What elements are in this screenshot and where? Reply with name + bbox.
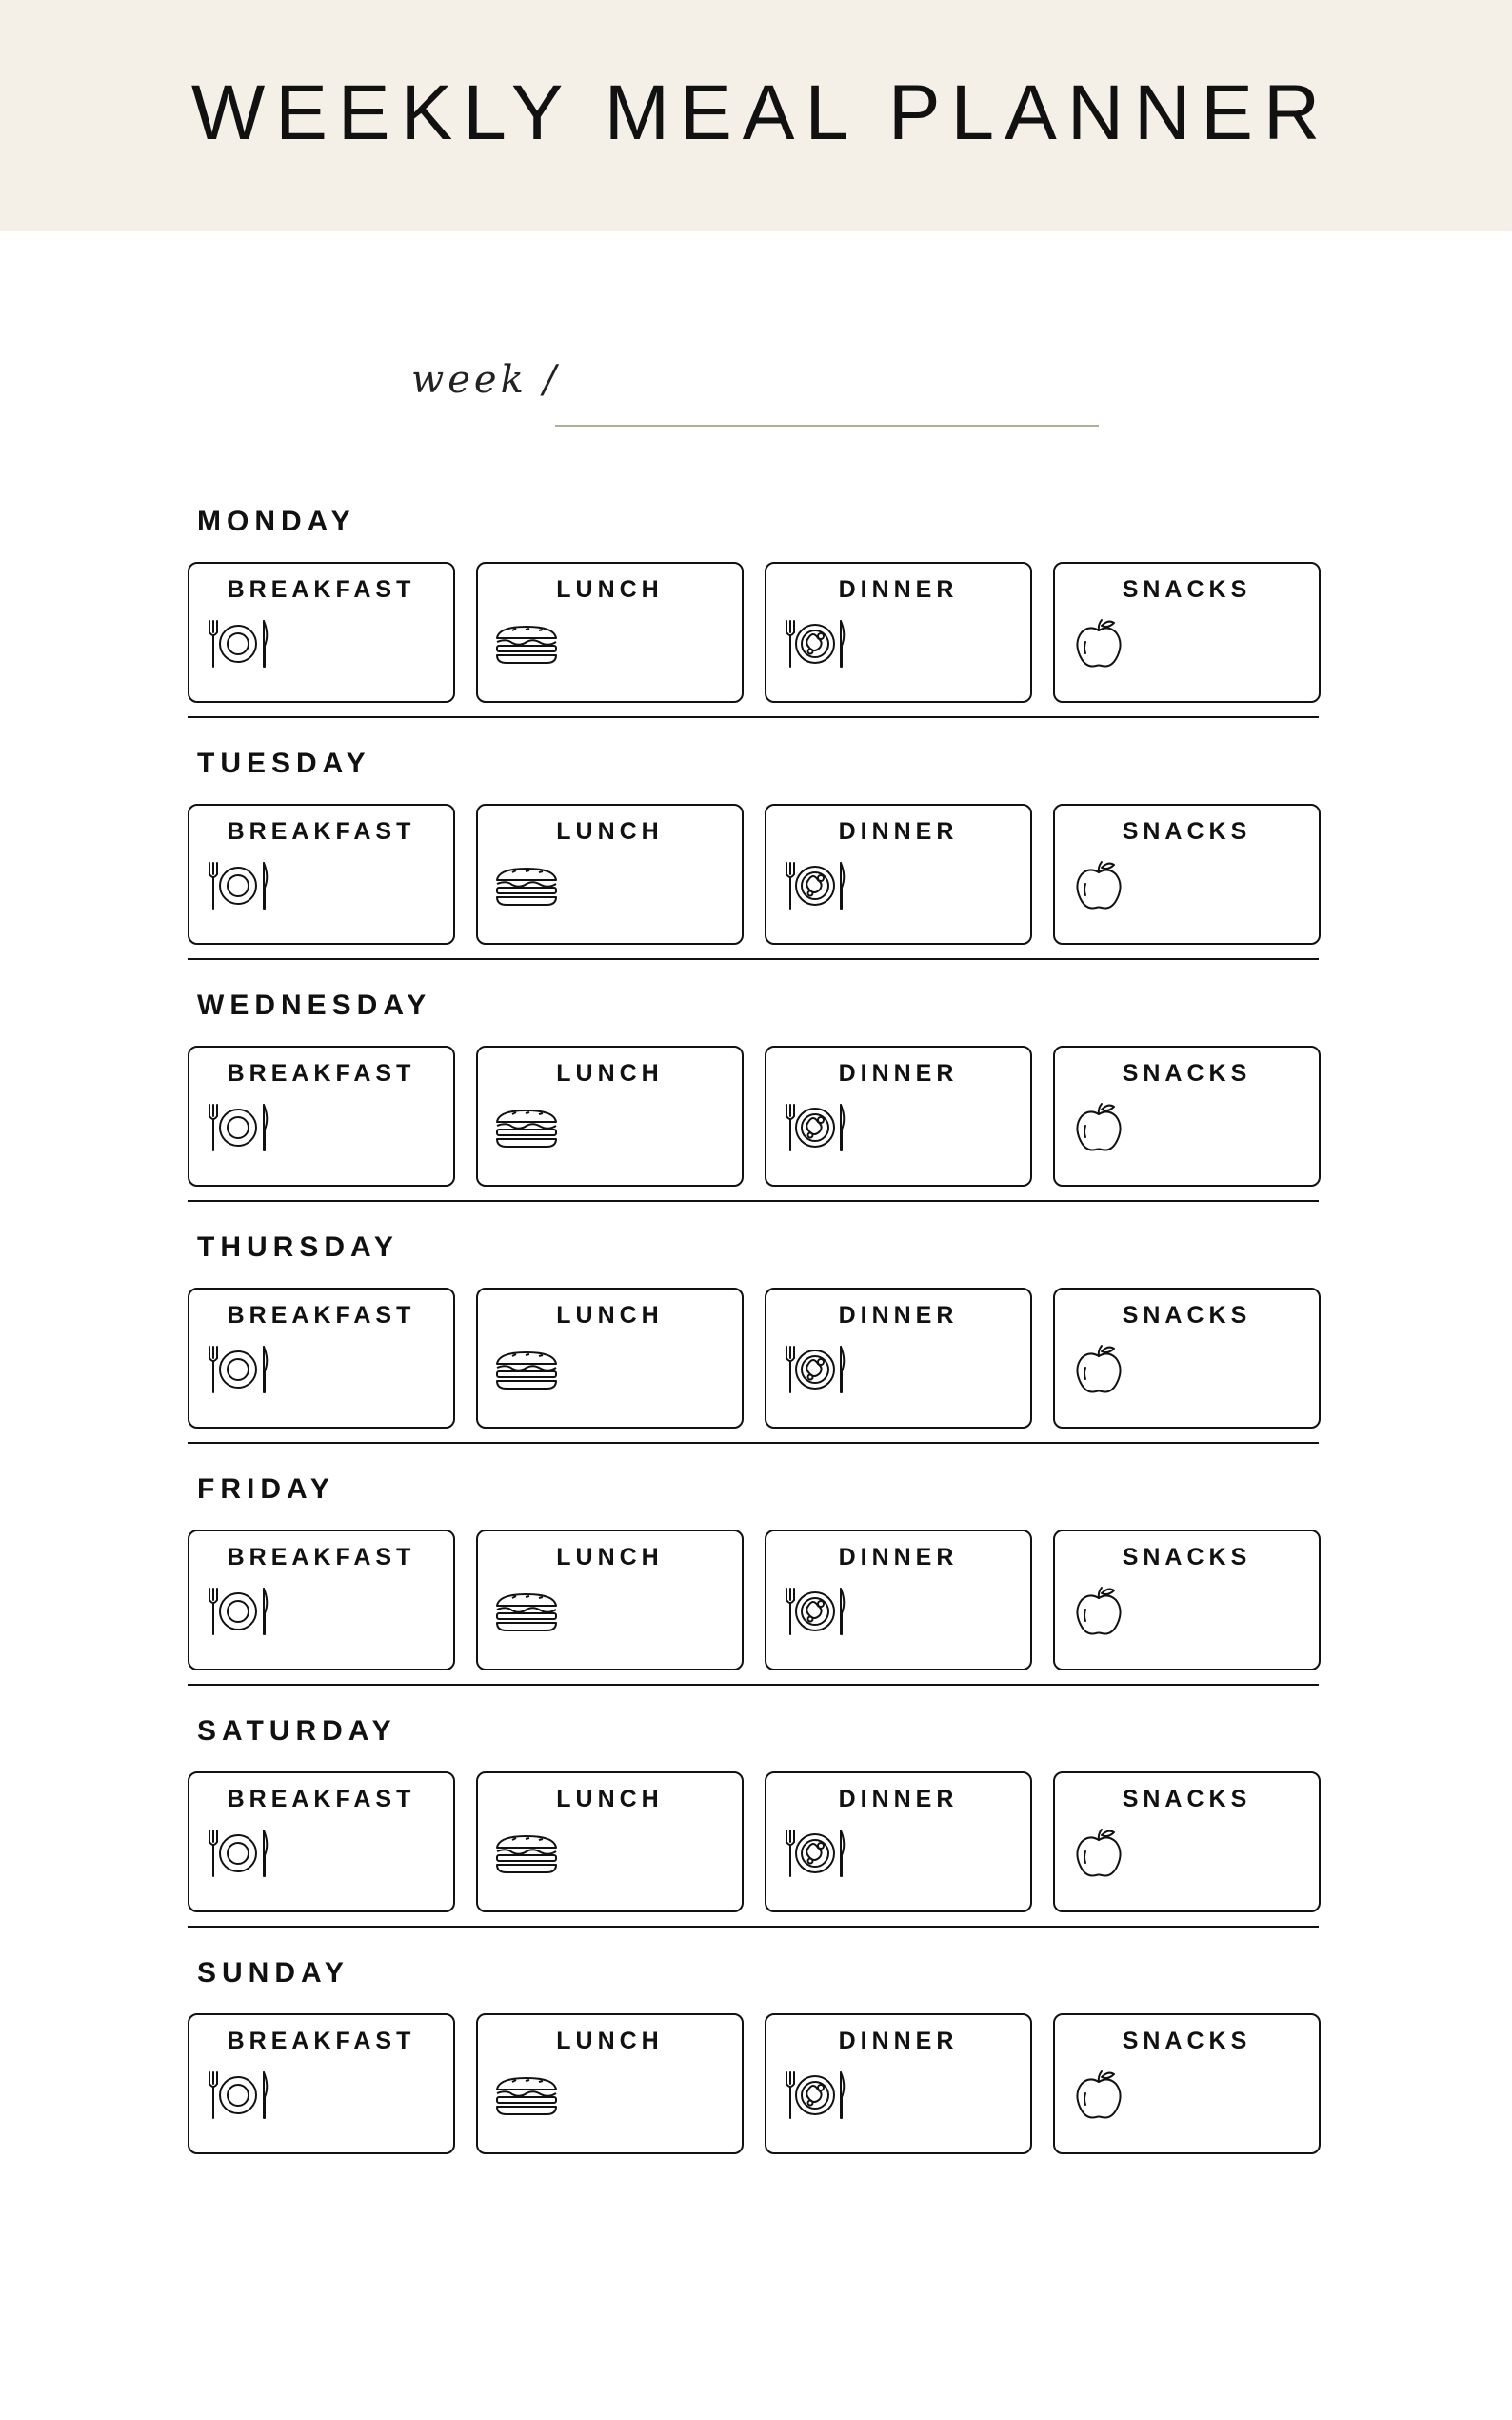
breakfast-box[interactable]: [188, 1530, 455, 1670]
dinner-plate-icon: [782, 617, 848, 670]
snacks-box[interactable]: [1053, 1046, 1321, 1187]
apple-icon: [1070, 1343, 1137, 1396]
sandwich-icon: [493, 1101, 560, 1154]
snacks-label: SNACKS: [1122, 1060, 1252, 1087]
breakfast-box[interactable]: [188, 1771, 455, 1912]
day-name: MONDAY: [197, 506, 356, 537]
day-name: WEDNESDAY: [197, 990, 432, 1021]
dinner-label: DINNER: [838, 2028, 959, 2054]
sandwich-icon: [493, 617, 560, 670]
snacks-label: SNACKS: [1122, 1786, 1252, 1812]
day-name: TUESDAY: [197, 748, 371, 779]
snacks-box[interactable]: [1053, 562, 1321, 703]
plate-fork-knife-icon: [205, 1827, 271, 1880]
snacks-box[interactable]: [1053, 1530, 1321, 1670]
dinner-plate-icon: [782, 2069, 848, 2122]
dinner-box[interactable]: [765, 562, 1032, 703]
page-title: WEEKLY MEAL PLANNER: [190, 70, 1331, 156]
plate-fork-knife-icon: [205, 1101, 271, 1154]
day-divider: [188, 1926, 1319, 1928]
day-section-tuesday: [188, 747, 1322, 989]
sandwich-icon: [493, 2069, 560, 2122]
snacks-label: SNACKS: [1122, 2028, 1252, 2054]
breakfast-label: BREAKFAST: [227, 576, 416, 603]
breakfast-box[interactable]: [188, 562, 455, 703]
dinner-label: DINNER: [838, 1544, 959, 1570]
lunch-box[interactable]: [476, 1771, 744, 1912]
plate-fork-knife-icon: [205, 1343, 271, 1396]
dinner-label: DINNER: [838, 1302, 959, 1329]
lunch-box[interactable]: [476, 804, 744, 945]
dinner-plate-icon: [782, 1827, 848, 1880]
day-section-monday: [188, 505, 1322, 747]
dinner-box[interactable]: [765, 1288, 1032, 1429]
day-name: SATURDAY: [197, 1715, 397, 1747]
lunch-label: LUNCH: [556, 576, 664, 603]
lunch-label: LUNCH: [556, 1544, 664, 1570]
day-name: SUNDAY: [197, 1957, 349, 1989]
lunch-label: LUNCH: [556, 1302, 664, 1329]
apple-icon: [1070, 617, 1137, 670]
day-section-sunday: [188, 1956, 1322, 2198]
lunch-label: LUNCH: [556, 1786, 664, 1812]
apple-icon: [1070, 859, 1137, 912]
dinner-box[interactable]: [765, 2013, 1032, 2154]
day-divider: [188, 958, 1319, 960]
breakfast-box[interactable]: [188, 1046, 455, 1187]
snacks-box[interactable]: [1053, 1288, 1321, 1429]
breakfast-label: BREAKFAST: [227, 1544, 416, 1570]
breakfast-label: BREAKFAST: [227, 1786, 416, 1812]
dinner-box[interactable]: [765, 1530, 1032, 1670]
day-divider: [188, 1442, 1319, 1444]
day-divider: [188, 1684, 1319, 1686]
dinner-plate-icon: [782, 1101, 848, 1154]
lunch-box[interactable]: [476, 1046, 744, 1187]
breakfast-label: BREAKFAST: [227, 2028, 416, 2054]
breakfast-box[interactable]: [188, 804, 455, 945]
day-section-wednesday: [188, 989, 1322, 1230]
apple-icon: [1070, 1101, 1137, 1154]
header-banner: [0, 0, 1512, 231]
sandwich-icon: [493, 1343, 560, 1396]
day-divider: [188, 1200, 1319, 1202]
sandwich-icon: [493, 1827, 560, 1880]
breakfast-box[interactable]: [188, 2013, 455, 2154]
lunch-box[interactable]: [476, 1530, 744, 1670]
sandwich-icon: [493, 859, 560, 912]
day-name: THURSDAY: [197, 1231, 399, 1263]
breakfast-label: BREAKFAST: [227, 1302, 416, 1329]
sandwich-icon: [493, 1585, 560, 1638]
breakfast-box[interactable]: [188, 1288, 455, 1429]
apple-icon: [1070, 2069, 1137, 2122]
snacks-box[interactable]: [1053, 1771, 1321, 1912]
dinner-label: DINNER: [838, 1786, 959, 1812]
dinner-box[interactable]: [765, 804, 1032, 945]
dinner-plate-icon: [782, 859, 848, 912]
lunch-label: LUNCH: [556, 818, 664, 845]
snacks-label: SNACKS: [1122, 1302, 1252, 1329]
dinner-label: DINNER: [838, 1060, 959, 1087]
dinner-plate-icon: [782, 1343, 848, 1396]
snacks-box[interactable]: [1053, 804, 1321, 945]
breakfast-label: BREAKFAST: [227, 1060, 416, 1087]
lunch-label: LUNCH: [556, 1060, 664, 1087]
day-name: FRIDAY: [197, 1473, 335, 1505]
dinner-label: DINNER: [838, 576, 959, 603]
plate-fork-knife-icon: [205, 859, 271, 912]
lunch-box[interactable]: [476, 1288, 744, 1429]
lunch-label: LUNCH: [556, 2028, 664, 2054]
apple-icon: [1070, 1827, 1137, 1880]
dinner-box[interactable]: [765, 1046, 1032, 1187]
snacks-label: SNACKS: [1122, 576, 1252, 603]
lunch-box[interactable]: [476, 562, 744, 703]
day-divider: [188, 716, 1319, 718]
dinner-plate-icon: [782, 1585, 848, 1638]
week-label: week /: [411, 358, 561, 402]
plate-fork-knife-icon: [205, 2069, 271, 2122]
plate-fork-knife-icon: [205, 1585, 271, 1638]
plate-fork-knife-icon: [205, 617, 271, 670]
breakfast-label: BREAKFAST: [227, 818, 416, 845]
day-section-friday: [188, 1472, 1322, 1714]
snacks-label: SNACKS: [1122, 818, 1252, 845]
dinner-box[interactable]: [765, 1771, 1032, 1912]
day-section-thursday: [188, 1230, 1322, 1472]
apple-icon: [1070, 1585, 1137, 1638]
week-input-line[interactable]: [555, 425, 1099, 427]
dinner-label: DINNER: [838, 818, 959, 845]
snacks-box[interactable]: [1053, 2013, 1321, 2154]
day-section-saturday: [188, 1714, 1322, 1956]
lunch-box[interactable]: [476, 2013, 744, 2154]
snacks-label: SNACKS: [1122, 1544, 1252, 1570]
